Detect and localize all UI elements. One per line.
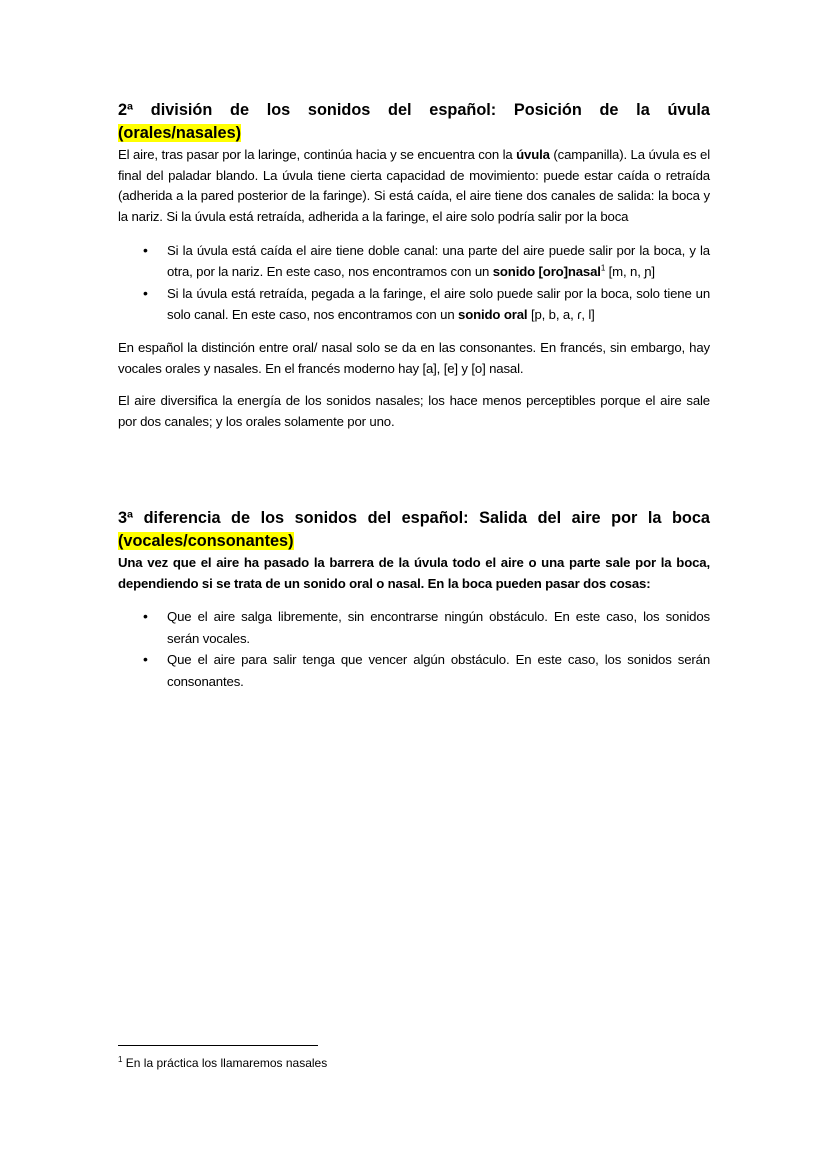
- bold-term: úvula: [516, 147, 550, 162]
- heading-highlight: (vocales/consonantes): [118, 532, 294, 550]
- bold-term: sonido [oro]nasal: [492, 264, 601, 280]
- text: El aire, tras pasar por la laringe, continúa hacia y se encuentra con la: [118, 147, 517, 162]
- footnote-ref[interactable]: 1: [600, 263, 606, 273]
- bold-term: sonido oral: [458, 307, 528, 323]
- list-item: [167, 240, 710, 283]
- section-2: [118, 99, 710, 433]
- list-item: [167, 283, 710, 326]
- list-item: • Que el aire para salir tenga que vencer algún obstáculo. En este caso, los sonidos serán consonantes.: [167, 649, 710, 692]
- bullet-list: [118, 240, 710, 326]
- heading-text: 2ª división de los sonidos del español: Posición de la úvula: [118, 101, 710, 119]
- text: Si la úvula está retraída, pegada a la faringe, el aire solo puede salir por la boca, solo tiene un solo canal. En este caso, nos encontramos con un: [167, 285, 710, 323]
- section-2-heading: [118, 99, 710, 145]
- text: [p, b, a, ɾ, l]: [527, 307, 595, 323]
- list-item: • Que el aire salga libremente, sin encontrarse ningún obstáculo. En este caso, los sonidos serán vocales.: [167, 606, 710, 649]
- bold-text: Una vez que el aire ha pasado la barrera de la úvula todo el aire o una parte sale por la boca, dependiendo si se trata de un sonido oral o nasal. En la boca pueden pasar dos cosas:: [118, 555, 710, 591]
- heading-text: 3ª diferencia de los sonidos del español: Salida del aire por la boca: [118, 509, 710, 527]
- text: Si la úvula está caída el aire tiene doble canal: una parte del aire puede salir por la boca, y la otra, por la nariz. En este caso, nos encontramos con un: [167, 242, 710, 280]
- footnote-number: 1: [118, 1055, 123, 1064]
- text: (campanilla). La úvula es el final del paladar blando. La úvula tiene cierta capacidad de movimiento: puede estar caída o retraída (adherida a la pared posterior de la faringe). Si está caída, el aire tiene dos canales de salida: la boca y la nariz. Si la úvula está retraída, adherida a la faringe, el aire solo podría salir por la boca: [118, 147, 710, 225]
- paragraph: El aire diversifica la energía de los sonidos nasales; los hace menos perceptibles porque el aire sale por dos canales; y los orales solamente por uno.: [118, 393, 710, 429]
- intro-paragraph: [118, 553, 710, 594]
- paragraph: En español la distinción entre oral/ nasal solo se da en las consonantes. En francés, sin embargo, hay vocales orales y nasales. En el francés moderno hay [a], [e] y [o] nasal.: [118, 339, 710, 376]
- bullet-list: [118, 606, 710, 692]
- footnote-separator: [118, 1045, 318, 1046]
- footnote-text: En la práctica los llamaremos nasales: [122, 1056, 328, 1070]
- footnote: [118, 1055, 327, 1071]
- section-3-heading: [118, 507, 710, 553]
- heading-highlight: (orales/nasales): [118, 124, 242, 142]
- text: [m, n, ɲ]: [605, 264, 655, 280]
- intro-paragraph: [118, 145, 710, 228]
- section-3: [118, 507, 710, 704]
